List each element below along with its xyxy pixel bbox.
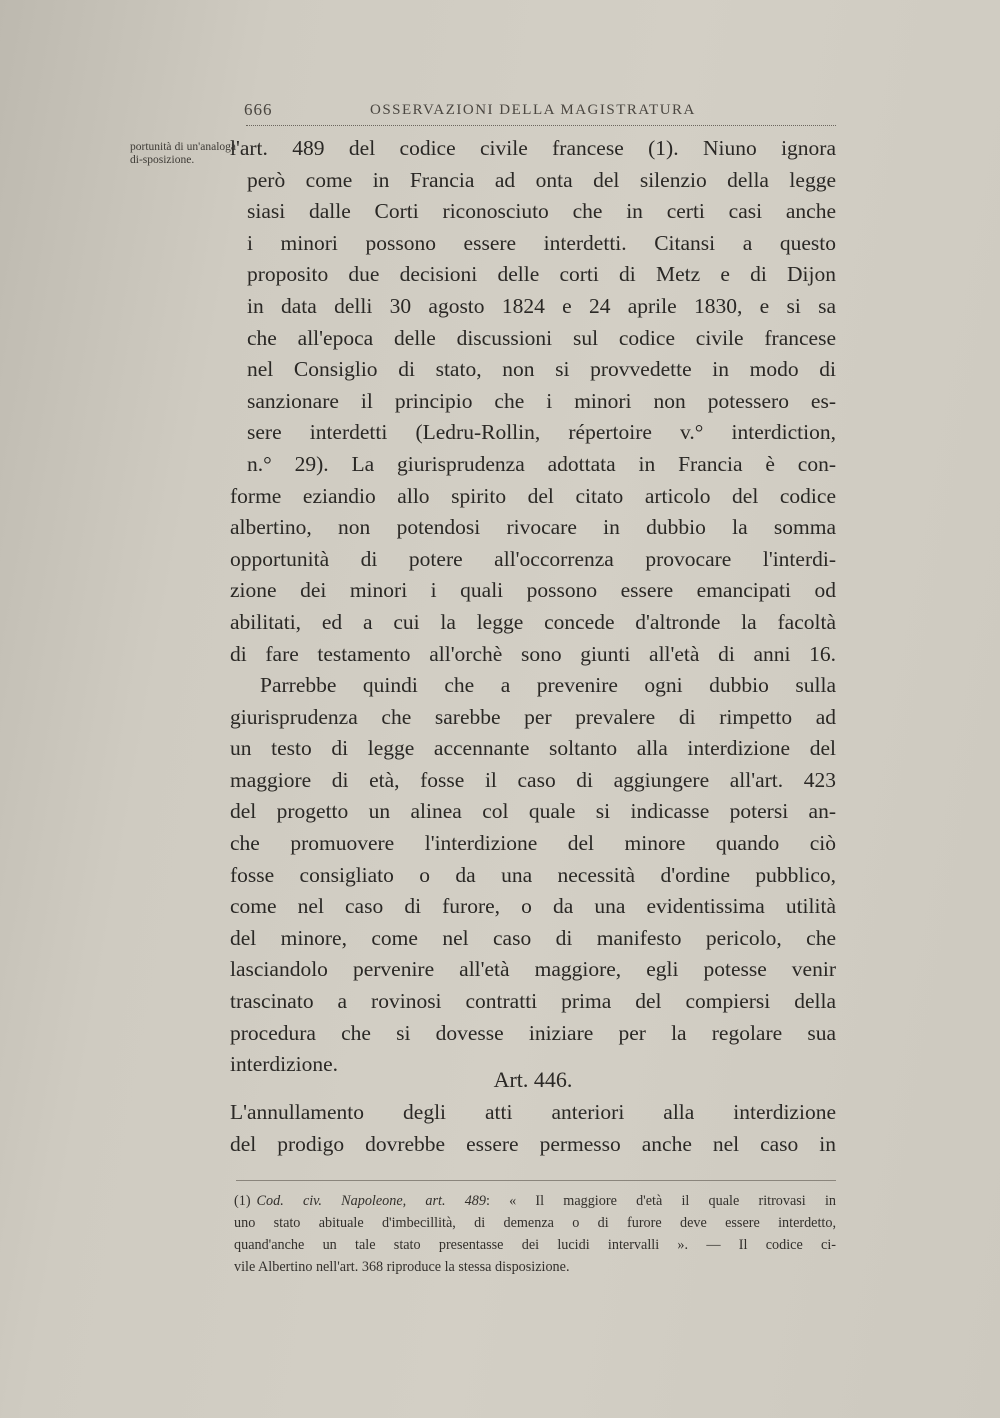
body-line: sanzionare il principio che i minori non potessero es- xyxy=(247,388,836,413)
footnote-mark: (1) xyxy=(234,1193,251,1209)
body-line: procedura che si dovesse iniziare per la regolare sua xyxy=(230,1020,836,1045)
body-line: interdizione. xyxy=(230,1052,339,1077)
page-number: 666 xyxy=(244,100,273,119)
footnote xyxy=(234,1190,836,1278)
body-line: giurisprudenza che sarebbe per prevalere di rimpetto ad xyxy=(230,704,836,729)
article-heading: Art. 446. xyxy=(493,1067,573,1092)
body-line: un testo di legge accennante soltanto alla interdizione del xyxy=(230,736,836,761)
footnote-line: quand'anche un tale stato presentasse dei lucidi intervalli ». — Il codice ci- xyxy=(234,1237,836,1253)
body-line: di fare testamento all'orchè sono giunti all'età di anni 16. xyxy=(230,641,836,666)
body-line: i minori possono essere interdetti. Citansi a questo xyxy=(247,230,836,255)
body-line: forme eziandio allo spirito del citato articolo del codice xyxy=(230,483,836,508)
body-line: come nel caso di furore, o da una evidentissima utilità xyxy=(230,894,836,919)
body-line: Parrebbe quindi che a prevenire ogni dubbio sulla xyxy=(260,673,836,698)
article-line: L'annullamento degli atti anteriori alla interdizione xyxy=(230,1100,836,1124)
body-line: sere interdetti (Ledru-Rollin, répertoire v.° interdiction, xyxy=(247,420,836,445)
body-line: in data delli 30 agosto 1824 e 24 aprile 1830, e si sa xyxy=(247,293,836,318)
body-line: del minore, come nel caso di manifesto pericolo, che xyxy=(230,925,836,950)
body-line: fosse consigliato o da una necessità d'ordine pubblico, xyxy=(230,862,836,887)
body-line: nel Consiglio di stato, non si provvedette in modo di xyxy=(247,357,836,382)
marginal-note: portunità di un'analoga di-sposizione. xyxy=(130,141,236,166)
body-text xyxy=(230,133,836,1081)
page-header xyxy=(240,96,836,122)
body-line: opportunità di potere all'occorrenza provocare l'interdi- xyxy=(230,546,836,571)
body-line: l'art. 489 del codice civile francese (1). Niuno ignora xyxy=(230,136,836,160)
body-line: siasi dalle Corti riconosciuto che in certi casi anche xyxy=(247,199,836,224)
body-line: albertino, non potendosi rivocare in dubbio la somma xyxy=(230,515,836,540)
body-line: che promuovere l'interdizione del minore quando ciò xyxy=(230,831,836,856)
footnote-line: vile Albertino nell'art. 368 riproduce la stessa disposizione. xyxy=(234,1259,570,1275)
body-line: proposito due decisioni delle corti di Metz e di Dijon xyxy=(247,262,836,287)
body-line: trascinato a rovinosi contratti prima del compiersi della xyxy=(230,989,836,1014)
footnote-line: uno stato abituale d'imbecillità, di demenza o di furore deve essere interdetto, xyxy=(234,1215,836,1231)
body-line: che all'epoca delle discussioni sul codice civile francese xyxy=(247,325,836,350)
header-rule xyxy=(246,125,836,126)
article-text xyxy=(230,1097,836,1160)
body-line: n.° 29). La giurisprudenza adottata in Francia è con- xyxy=(247,451,836,476)
footnote-text: : « Il maggiore d'età il quale ritrovasi in xyxy=(485,1193,836,1209)
article-line: del prodigo dovrebbe essere permesso anche nel caso in xyxy=(230,1131,836,1156)
body-line: zione dei minori i quali possono essere emancipati od xyxy=(230,578,836,603)
running-title: OSSERVAZIONI DELLA MAGISTRATURA xyxy=(370,102,696,118)
body-line: abilitati, ed a cui la legge concede d'altronde la facoltà xyxy=(230,609,836,634)
footnote-line xyxy=(234,1190,836,1212)
footnote-rule xyxy=(236,1180,836,1181)
footnote-source: Cod. civ. Napoleone, art. 489 xyxy=(256,1193,486,1209)
body-line: però come in Francia ad onta del silenzio della legge xyxy=(247,167,836,192)
body-line: maggiore di età, fosse il caso di aggiungere all'art. 423 xyxy=(230,767,836,792)
body-line: del progetto un alinea col quale si indicasse potersi an- xyxy=(230,799,836,824)
body-line: lasciandolo pervenire all'età maggiore, egli potesse venir xyxy=(230,957,836,982)
